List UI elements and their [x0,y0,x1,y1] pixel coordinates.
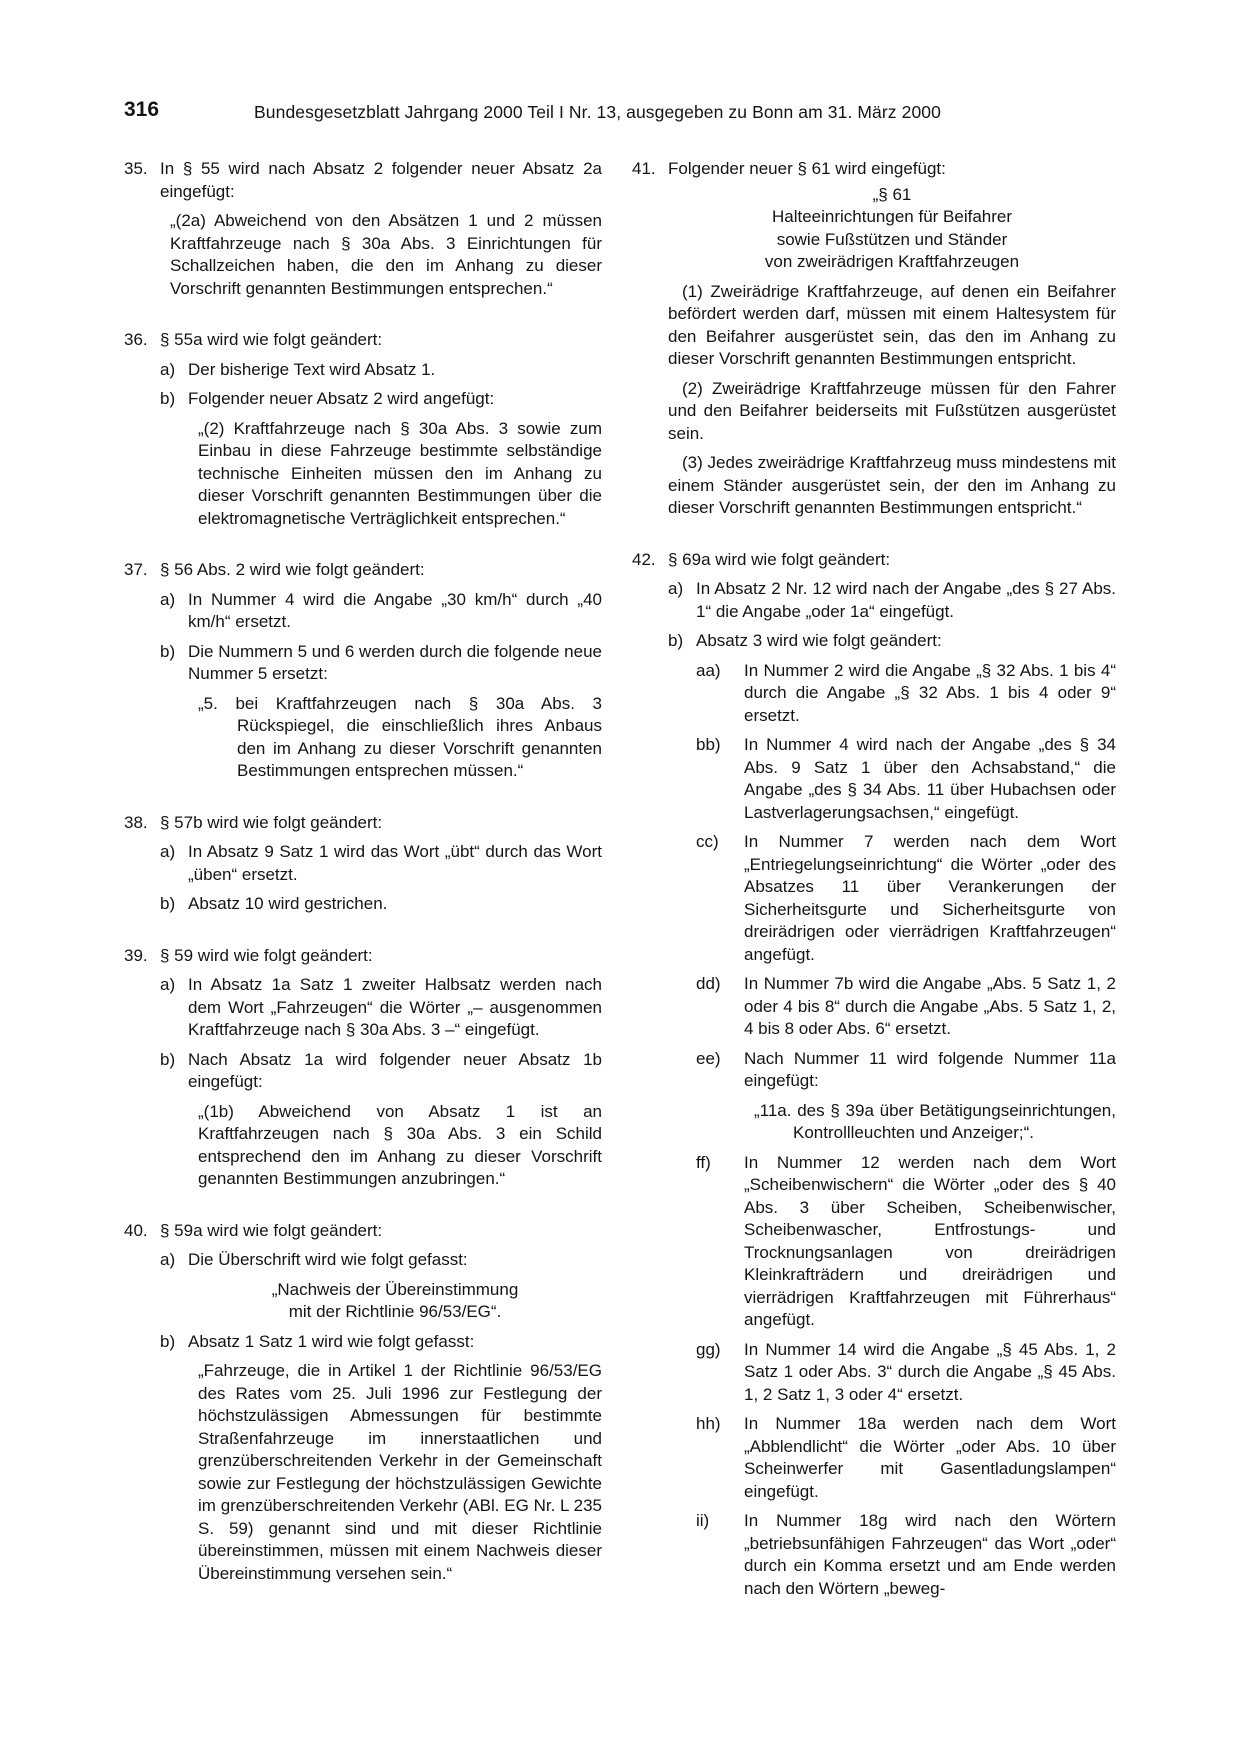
sub-item [160,359,602,382]
sub-sub-item [696,734,1116,824]
sub-item [160,589,602,634]
amendment-item [124,1220,602,1586]
sub-sub-item-label: ee) [696,1048,721,1068]
page-header [124,99,1116,125]
sub-item-label: b) [668,631,684,650]
sub-item [160,893,602,916]
section-heading-line: Halteeinrichtungen für Beifahrer [771,207,1013,226]
item-text: § 55a wird wie folgt geändert: [160,330,383,349]
left-column [124,158,602,1585]
sub-item-text: In Absatz 9 Satz 1 wird das Wort „übt“ durch das Wort „üben“ ersetzt. [188,842,602,884]
section-paragraph: (1) Zweirädrige Kraftfahrzeuge, auf denen ein Beifahrer befördert werden darf, müssen mit einem Haltesystem für den Beifahrer ausgerüstet sein, das den im Anhang zu dieser Vorschrift genannten Bestimmungen entspricht. [668,281,1116,368]
item-text: Folgender neuer § 61 wird eingefügt: [668,159,946,178]
item-number: 37. [124,560,148,579]
sub-item-text: Der bisherige Text wird Absatz 1. [188,359,436,379]
sub-sub-item [696,1048,1116,1145]
sub-item-label: b) [160,894,176,913]
sub-item-label: b) [160,389,176,408]
sub-sub-item-label: cc) [696,832,719,851]
sub-item-label: b) [160,1331,176,1351]
item-number: 36. [124,330,148,349]
quoted-text: „(2a) Abweichend von den Absätzen 1 und 2 müssen Kraftfahrzeuge nach § 30a Abs. 3 Einrichtungen für Schallzeichen haben, die den im Anhang zu dieser Vorschrift genannten Bestimmungen entsprechen.“ [170,211,602,298]
sub-sub-item-text: In Nummer 14 wird die Angabe „§ 45 Abs. 1, 2 Satz 1 oder Abs. 3“ durch die Angabe „§ 45 Abs. 1, 2 Satz 1, 3 oder 4“ ersetzt. [744,1339,1116,1404]
sub-sub-item-text: In Nummer 7 werden nach dem Wort „Entriegelungseinrichtung“ die Wörter „oder des Absatzes 11 über Verankerungen der Sicherheitsgurte und Sicherheitsgurte von dreirädrigen oder vierrädrigen Kraftfahrzeugen“ angefügt. [744,832,1116,964]
section-heading [668,184,1116,274]
sub-sub-item-text: In Nummer 2 wird die Angabe „§ 32 Abs. 1 bis 4“ durch die Angabe „§ 32 Abs. 1 bis 4 oder 9“ ersetzt. [744,660,1116,725]
sub-item [160,641,602,783]
sub-sub-item [696,660,1116,728]
sub-sub-item [696,831,1116,966]
sub-sub-item-label: ff) [696,1152,711,1172]
quoted-text: „(1b) Abweichend von Absatz 1 ist an Kraftfahrzeugen nach § 30a Abs. 3 ein Schild entsprechend den im Anhang zu dieser Vorschrift genannten Bestimmungen anzubringen.“ [198,1101,602,1188]
item-text: § 57b wird wie folgt geändert: [160,812,383,832]
sub-item [160,1049,602,1191]
sub-item-label: a) [160,359,176,379]
sub-item-label: b) [160,641,176,661]
amendment-item [632,158,1116,520]
sub-item [160,1249,602,1324]
section-heading-line: sowie Fußstützen und Ständer [776,229,1008,249]
item-text: § 69a wird wie folgt geändert: [668,549,891,569]
sub-sub-item-label: gg) [696,1339,721,1359]
sub-item-text: Die Nummern 5 und 6 werden durch die folgende neue Nummer 5 ersetzt: [188,641,602,683]
sub-sub-item-label: bb) [696,735,721,754]
sub-item-label: a) [668,579,684,598]
item-number: 41. [632,159,656,178]
sub-sub-item-label: hh) [696,1414,721,1433]
sub-item [160,841,602,886]
item-text: In § 55 wird nach Absatz 2 folgender neuer Absatz 2a eingefügt: [160,159,602,201]
item-number: 42. [632,549,656,569]
sub-item-label: b) [160,1049,176,1069]
sub-sub-item-label: dd) [696,974,721,993]
sub-sub-item [696,1510,1116,1600]
sub-sub-item [696,973,1116,1041]
section-heading-line: von zweirädrigen Kraftfahrzeugen [764,252,1020,271]
sub-sub-item-text: Nach Nummer 11 wird folgende Nummer 11a eingefügt: [744,1048,1116,1090]
sub-item-text: Absatz 10 wird gestrichen. [188,894,388,913]
sub-item-text: Absatz 1 Satz 1 wird wie folgt gefasst: [188,1331,475,1351]
sub-item-text: In Absatz 2 Nr. 12 wird nach der Angabe „des § 27 Abs. 1“ die Angabe „oder 1a“ eingefügt. [696,579,1116,621]
sub-item-label: a) [160,842,176,861]
sub-item-label: a) [160,975,176,994]
quoted-text: „(2) Kraftfahrzeuge nach § 30a Abs. 3 sowie zum Einbau in diese Fahrzeuge bestimmte selbständige technische Einheiten müssen den im Anhang zu dieser Vorschrift genannten Bestimmungen über die elektromagnetische Verträglichkeit entsprechen.“ [198,418,602,528]
sub-sub-item [696,1413,1116,1503]
item-number: 39. [124,945,148,965]
amendment-item [124,559,602,783]
quoted-heading [188,1279,602,1324]
sub-sub-item-text: In Nummer 7b wird die Angabe „Abs. 5 Satz 1, 2 oder 4 bis 8“ durch die Angabe „Abs. 5 Satz 1, 2, 4 bis 8 oder Abs. 6“ ersetzt. [744,974,1116,1038]
quoted-heading-line: mit der Richtlinie 96/53/EG“. [288,1302,502,1321]
sub-item [668,630,1116,1600]
sub-sub-item-label: ii) [696,1511,710,1530]
sub-sub-item-text: In Nummer 18a werden nach dem Wort „Abblendlicht“ die Wörter „oder Abs. 10 über Scheinwerfer mit Gasentladungslampen“ eingefügt. [744,1414,1116,1501]
sub-sub-item-text: In Nummer 4 wird nach der Angabe „des § 34 Abs. 9 Satz 1 über den Achsabstand,“ die Angabe „des § 34 Abs. 11 über Hubachsen oder Lastverlagerungsachsen,“ eingefügt. [744,735,1116,822]
sub-item-text: Die Überschrift wird wie folgt gefasst: [188,1250,468,1269]
amendment-item [124,329,602,530]
quoted-heading-line: „Nachweis der Übereinstimmung [271,1279,519,1299]
section-paragraph: (2) Zweirädrige Kraftfahrzeuge müssen für den Fahrer und den Beifahrer beiderseits mit Fußstützen ausgerüstet sein. [668,378,1116,443]
section-heading-line: „§ 61 [872,184,912,204]
sub-item-text: In Nummer 4 wird die Angabe „30 km/h“ durch „40 km/h“ ersetzt. [188,589,602,631]
sub-item-text: Absatz 3 wird wie folgt geändert: [696,631,942,650]
sub-item [160,388,602,530]
sub-item [160,1331,602,1586]
amendment-item [124,812,602,916]
sub-item-text: In Absatz 1a Satz 1 zweiter Halbsatz werden nach dem Wort „Fahrzeugen“ die Wörter „– ausgenommen Kraftfahrzeuge nach § 30a Abs. 3 –“ eingefügt. [188,975,602,1039]
sub-item [668,578,1116,623]
sub-sub-item-text: In Nummer 12 werden nach dem Wort „Scheibenwischern“ die Wörter „oder des § 40 Abs. 3 über Scheiben, Scheibenwischer, Scheibenwascher, Entfrostungs- und Trocknungsanlagen von dreirädrigen Kleinkrafträdern und dreirädrigen und vierrädrigen Kraftfahrzeugen mit Führerhaus“ angefügt. [744,1152,1116,1329]
sub-item-label: a) [160,1250,176,1269]
sub-item-label: a) [160,589,176,609]
item-number: 38. [124,812,148,832]
item-text: § 56 Abs. 2 wird wie folgt geändert: [160,560,425,579]
amendment-item [124,158,602,300]
sub-item [160,974,602,1042]
item-text: § 59a wird wie folgt geändert: [160,1220,383,1240]
item-number: 35. [124,159,148,178]
item-text: § 59 wird wie folgt geändert: [160,945,373,965]
item-number: 40. [124,1220,148,1240]
running-head: Bundesgesetzblatt Jahrgang 2000 Teil I Nr. 13, ausgegeben zu Bonn am 31. März 2000 [254,102,941,122]
section-paragraph: (3) Jedes zweirädrige Kraftfahrzeug muss mindestens mit einem Ständer ausgerüstet sein, der den im Anhang zu dieser Vorschrift genannten Bestimmungen entspricht.“ [668,453,1116,517]
sub-sub-item [696,1152,1116,1332]
sub-sub-item-label: aa) [696,660,721,680]
sub-item-text: Nach Absatz 1a wird folgender neuer Absatz 1b eingefügt: [188,1049,602,1091]
sub-item-text: Folgender neuer Absatz 2 wird angefügt: [188,389,495,408]
sub-sub-item [696,1339,1116,1407]
page-number: 316 [124,98,160,121]
right-column [632,158,1116,1600]
quoted-text: „Fahrzeuge, die in Artikel 1 der Richtlinie 96/53/EG des Rates vom 25. Juli 1996 zur Festlegung der höchstzulässigen Abmessungen für bestimmte Straßenfahrzeuge im innerstaatlichen und grenzüberschreitenden Verkehr in der Gemeinschaft sowie zur Festlegung der höchstzulässigen Gewichte im grenzüberschreitenden Verkehr (ABl. EG Nr. L 235 S. 59) genannt sind und mit dieser Richtlinie übereinstimmen, müssen mit einem Nachweis dieser Übereinstimmung versehen sein.“ [198,1361,602,1583]
quoted-text: „5. bei Kraftfahrzeugen nach § 30a Abs. 3 Rückspiegel, die einschließlich ihres Anbaus den im Anhang zu dieser Vorschrift genannten Bestimmungen entsprechen müssen.“ [198,693,602,780]
sub-sub-item-text: In Nummer 18g wird nach den Wörtern „betriebsunfähigen Fahrzeugen“ das Wort „oder“ durch ein Komma ersetzt und am Ende werden nach den Wörtern „beweg- [744,1511,1116,1598]
amendment-item [632,549,1116,1601]
amendment-item [124,945,602,1191]
quoted-text: „11a. des § 39a über Betätigungseinrichtungen, Kontrollleuchten und Anzeiger;“. [754,1100,1116,1142]
